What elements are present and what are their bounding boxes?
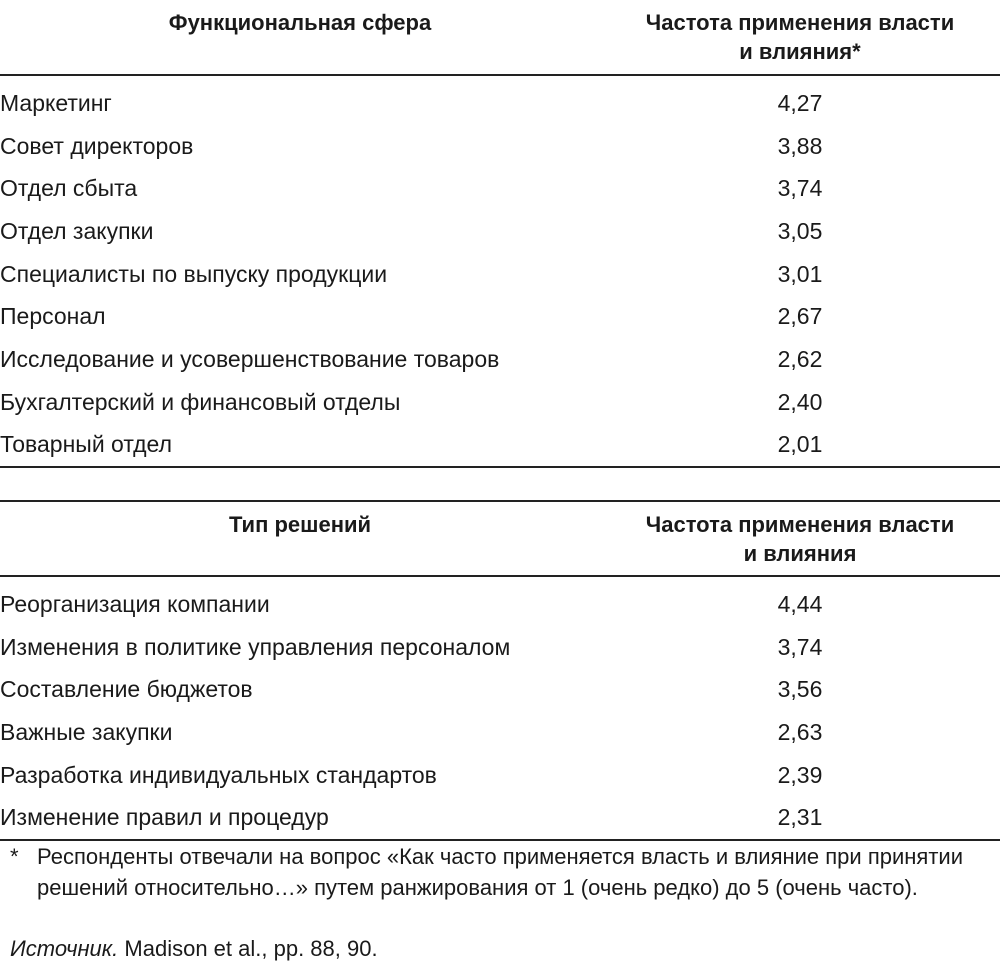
table-row: [0, 576, 1000, 626]
header-frequency: [600, 501, 1000, 576]
header-functional-area: Функциональная сфера: [168, 10, 432, 35]
row-name: Составление бюджетов: [0, 676, 253, 703]
row-value: 2,40: [777, 388, 823, 415]
row-name: Изменения в политике управления персоналом: [0, 633, 511, 660]
row-name: Реорганизация компании: [0, 590, 270, 617]
footnote: [10, 841, 990, 903]
row-name: Важные закупки: [0, 718, 173, 745]
header-frequency-line2: и влияния*: [739, 39, 861, 64]
row-name: Изменение правил и процедур: [0, 804, 329, 831]
row-name: Разработка индивидуальных стандартов: [0, 761, 437, 788]
row-value: 3,74: [777, 633, 823, 660]
header-frequency: [600, 0, 1000, 75]
source-text: Madison et al., pp. 88, 90.: [118, 936, 378, 961]
table-row: [0, 210, 1000, 253]
row-name: Отдел сбыта: [0, 175, 138, 202]
row-value: 3,01: [777, 260, 823, 287]
row-value: 2,67: [777, 303, 823, 330]
footnote-mark: *: [10, 844, 19, 869]
row-name: Отдел закупки: [0, 217, 154, 244]
row-name: Совет директоров: [0, 132, 194, 159]
table-row: [0, 167, 1000, 210]
row-value: 2,31: [777, 804, 823, 831]
table2-body: [0, 576, 1000, 840]
table1-body: [0, 75, 1000, 467]
table-row: [0, 125, 1000, 168]
table-row: [0, 295, 1000, 338]
row-value: 2,62: [777, 345, 823, 372]
row-name: Товарный отдел: [0, 431, 172, 458]
row-name: Специалисты по выпуску продукции: [0, 260, 388, 287]
source-note: [10, 934, 378, 963]
row-name: Бухгалтерский и финансовый отделы: [0, 388, 401, 415]
decision-type-table: [0, 500, 1000, 841]
table-row: [0, 424, 1000, 468]
table-row: [0, 381, 1000, 424]
row-value: 4,27: [777, 89, 823, 116]
table-row: [0, 754, 1000, 797]
header-frequency-line1: Частота применения власти: [645, 512, 955, 537]
row-value: 3,56: [777, 676, 823, 703]
table-row: [0, 75, 1000, 125]
row-name: Исследование и усовершенствование товаров: [0, 345, 500, 372]
row-name: Персонал: [0, 303, 106, 330]
row-value: 4,44: [777, 590, 823, 617]
header-frequency-line1: Частота применения власти: [645, 10, 955, 35]
footnote-text: Респонденты отвечали на вопрос «Как часто применяется власть и влияние при принятии решений относительно…» путем ранжирования от 1 (очень редко) до 5 (очень часто).: [37, 844, 963, 900]
row-value: 3,05: [777, 217, 823, 244]
table-row: [0, 253, 1000, 296]
table-row: [0, 626, 1000, 669]
functional-area-table: [0, 0, 1000, 468]
header-decision-type: Тип решений: [228, 512, 372, 537]
row-value: 2,01: [777, 431, 823, 458]
table-row: [0, 668, 1000, 711]
row-value: 3,88: [777, 132, 823, 159]
row-name: Маркетинг: [0, 89, 112, 116]
header-frequency-line2: и влияния: [743, 541, 857, 566]
table-row: [0, 796, 1000, 840]
table-row: [0, 711, 1000, 754]
source-label: Источник.: [10, 936, 119, 961]
table-row: [0, 338, 1000, 381]
row-value: 2,39: [777, 761, 823, 788]
row-value: 3,74: [777, 175, 823, 202]
row-value: 2,63: [777, 718, 823, 745]
